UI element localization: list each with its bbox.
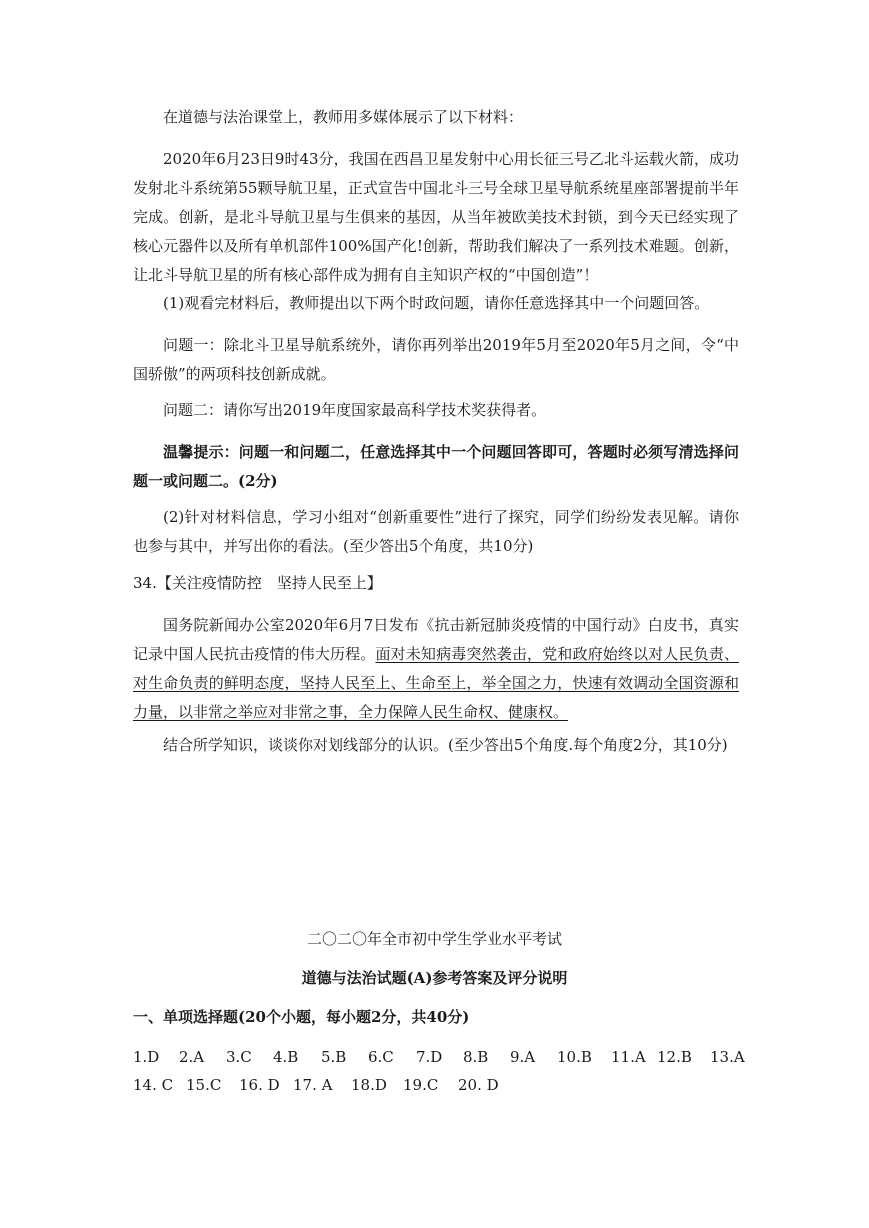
answer-row-2 xyxy=(133,1070,753,1100)
answer-row-1 xyxy=(133,1042,753,1072)
material-plain-text: 国务院新闻办公室2020年6月7日发布《抗击新冠肺炎疫情的中国行动》白皮书，真实记录中国人民抗击疫情的伟大历程。 xyxy=(133,616,739,663)
answer-item: 11.A xyxy=(611,1048,646,1066)
answer-item: 8.B xyxy=(463,1048,489,1066)
answer-item: 12.B xyxy=(657,1048,692,1066)
answer-item: 4.B xyxy=(273,1048,299,1066)
question-34-prompt: 结合所学知识，谈谈你对划线部分的认识。(至少答出5个角度.每个角度2分，其10分) xyxy=(163,736,728,754)
answer-item: 5.B xyxy=(321,1048,347,1066)
question-1-intro: (1)观看完材料后，教师提出以下两个时政问题，请你任意选择其中一个问题回答。 xyxy=(163,294,710,312)
question-2: (2)针对材料信息，学习小组对“创新重要性”进行了探究，同学们纷纷发表见解。请你也参与其中，并写出你的看法。(至少答出5个角度，共10分) xyxy=(133,508,739,555)
answer-item: 16. D xyxy=(239,1076,280,1094)
answer-item: 13.A xyxy=(710,1048,745,1066)
answer-key-subtitle: 道德与法治试题(A)参考答案及评分说明 xyxy=(301,969,568,987)
news-paragraph: 2020年6月23日9时43分，我国在西昌卫星发射中心用长征三号乙北斗运载火箭，成功发射北斗系统第55颗导航卫星，正式宣告中国北斗三号全球卫星导航系统星座部署提前半年完成。创新，是北斗导航卫星与生俱来的基因，从当年被欧美技术封锁，到今天已经实现了核心元器件以及所有单机部件100%国产化!创新，帮助我们解决了一系列技术难题。创新，让北斗导航卫星的所有核心部件成为拥有自主知识产权的“中国创造”！ xyxy=(133,150,739,284)
answer-item: 2.A xyxy=(179,1048,205,1066)
answer-item: 7.D xyxy=(416,1048,443,1066)
answer-item: 14. C xyxy=(133,1076,174,1094)
question-1-option-1: 问题一：除北斗卫星导航系统外，请你再列举出2019年5月至2020年5月之间，令“中国骄傲”的两项科技创新成就。 xyxy=(133,336,739,383)
answer-item: 6.C xyxy=(368,1048,394,1066)
question-34-title: 34.【关注疫情防控 坚持人民至上】 xyxy=(133,574,382,592)
exam-title: 二〇二〇年全市初中学生学业水平考试 xyxy=(306,930,562,948)
answer-item: 10.B xyxy=(557,1048,592,1066)
answer-item: 19.C xyxy=(403,1076,439,1094)
material-intro: 在道德与法治课堂上，教师用多媒体展示了以下材料： xyxy=(163,108,524,126)
answer-item: 17. A xyxy=(293,1076,333,1094)
answer-item: 1.D xyxy=(133,1048,160,1066)
answer-item: 15.C xyxy=(186,1076,222,1094)
section-1-heading: 一、单项选择题(20个小题，每小题2分，共40分) xyxy=(133,1008,470,1026)
answer-item: 18.D xyxy=(351,1076,387,1094)
warm-tip: 温馨提示：问题一和问题二，任意选择其中一个问题回答即可，答题时必须写清选择问题一或问题二。(2分) xyxy=(133,443,739,490)
answer-item: 20. D xyxy=(458,1076,499,1094)
question-34-material xyxy=(133,611,739,727)
answer-item: 3.C xyxy=(226,1048,252,1066)
answer-item: 9.A xyxy=(510,1048,536,1066)
underlined-text: 面对未知病毒突然袭击，党和政府始终以对人民负责、对生命负责的鲜明态度，坚持人民至上、生命至上，举全国之力，快速有效调动全国资源和力量，以非常之举应对非常之事，全力保障人民生命权、健康权。 xyxy=(133,645,739,721)
question-1-option-2: 问题二：请你写出2019年度国家最高科学技术奖获得者。 xyxy=(163,401,547,419)
